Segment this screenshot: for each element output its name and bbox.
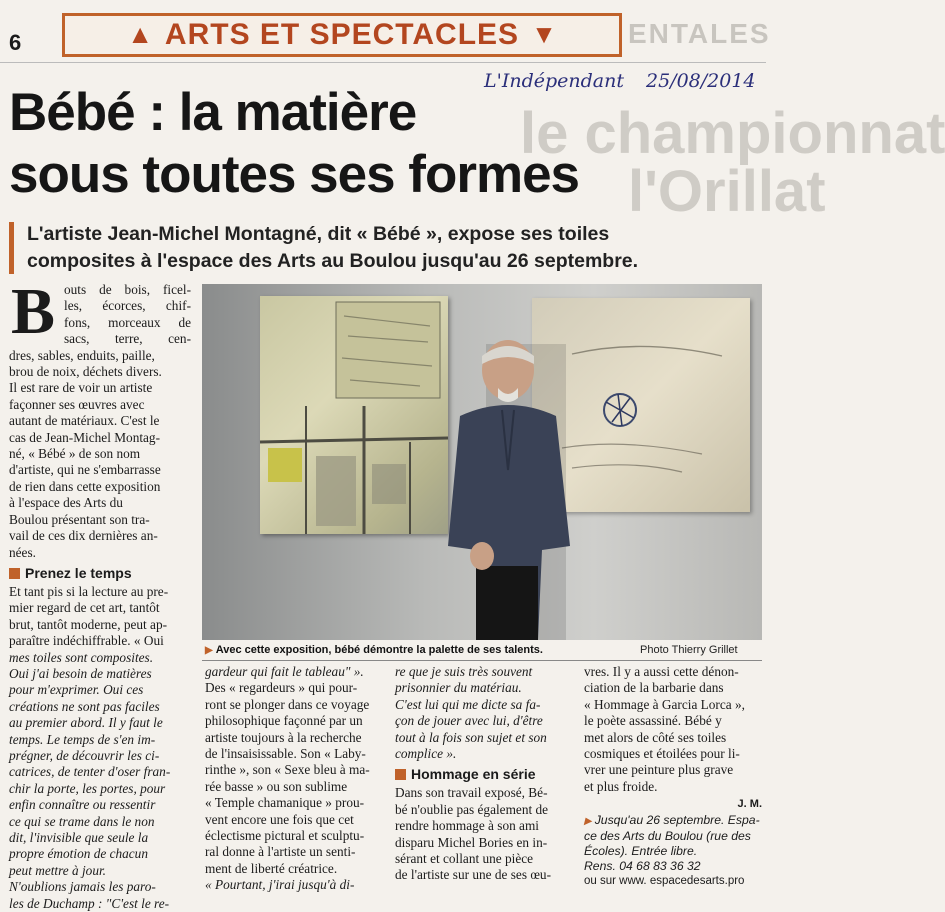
text-line: artiste toujours à la recherche <box>205 729 362 745</box>
article-column-4 <box>584 664 762 889</box>
subhead <box>395 766 572 782</box>
subtitle-line: L'artiste Jean-Michel Montagné, dit « Bébé », expose ses toiles <box>27 223 610 245</box>
text-line: de rien dans cette exposition <box>9 478 161 494</box>
subtitle-line: composites à l'espace des Arts au Boulou jusqu'au 26 septembre. <box>27 250 639 272</box>
article-column-2 <box>205 664 381 894</box>
text-line: Des « regardeurs » qui pour- <box>205 680 358 696</box>
text-line: cas de Jean-Michel Montag- <box>9 429 161 445</box>
info-triangle-icon: ▶ <box>584 816 592 828</box>
text-line: vrer une peinture plus grave <box>584 762 734 778</box>
text-line: de l'artiste sur une de ses œu- <box>395 867 552 883</box>
text-line: sérant et collant une pièce <box>395 851 534 867</box>
text-line: bé n'oublie pas également de <box>395 801 549 817</box>
quote-line: chir la porte, les portes, pour <box>9 780 166 796</box>
headline <box>9 82 709 206</box>
quote-line: « Pourtant, j'irai jusqu'à di- <box>205 877 355 893</box>
info-line: Rens. 04 68 83 36 32 <box>584 859 701 874</box>
subtitle-accent-bar <box>9 222 14 274</box>
subhead-text: Prenez le temps <box>25 564 132 581</box>
text-line: paraître indéchiffrable. « Oui <box>9 633 164 649</box>
triangle-down-icon: ▼ <box>531 20 557 49</box>
quote-line: re que je suis très souvent <box>395 664 533 679</box>
text-line: philosophique façonné par un <box>205 713 363 729</box>
quote-line: temps. Le temps de s'en im- <box>9 731 156 747</box>
header-divider <box>0 62 766 63</box>
caption-triangle-icon: ▶ <box>205 645 213 656</box>
page-number: 6 <box>9 30 22 55</box>
info-line <box>584 813 762 829</box>
triangle-up-icon: ▲ <box>127 20 153 49</box>
painting-left <box>260 296 448 534</box>
handwritten-date: 25/08/2014 <box>646 70 756 92</box>
text-line: à l'espace des Arts du <box>9 495 123 511</box>
drop-cap: B <box>11 275 56 348</box>
text-line: Dans son travail exposé, Bé- <box>395 785 548 801</box>
article-column-1 <box>9 282 191 912</box>
website-link[interactable]: ou sur www. espacedesarts.pro <box>584 875 745 888</box>
text-line: nées. <box>9 544 36 560</box>
text-line: met alors de côté ses toiles <box>584 729 727 745</box>
text-line: ciation de la barbarie dans <box>584 680 724 696</box>
headline-line: sous toutes ses formes <box>9 145 580 204</box>
author-signature: J. M. <box>737 798 762 811</box>
text-line: ront se plonger dans ce voyage <box>205 696 370 712</box>
quote-line: tout à la fois son sujet et son <box>395 729 547 745</box>
photo-credit: Photo Thierry Grillet <box>640 644 738 656</box>
info-line: ce des Arts du Boulou (rue des <box>584 829 751 844</box>
quote-line: N'oublions jamais les paro- <box>9 879 156 895</box>
handwritten-source: L'Indépendant <box>484 70 624 92</box>
text-line: vres. Il y a aussi cette dénon- <box>584 664 739 679</box>
section-rubric <box>62 13 622 57</box>
text-line: brou de noix, déchets divers. <box>9 364 162 380</box>
bleed-through-text: le championnat <box>520 101 945 166</box>
photo-caption <box>205 644 543 656</box>
text-line: disparu Michel Bories en in- <box>395 834 548 850</box>
headline-line: Bébé : la matière <box>9 83 417 142</box>
subhead-text: Hommage en série <box>411 766 536 783</box>
quote-line: mes toiles sont composites. <box>9 649 154 665</box>
text-line: vail de ces dix dernières an- <box>9 528 158 544</box>
text-line: ment de liberté créatrice. <box>205 860 338 876</box>
quote-line: C'est lui qui me dicte sa fa- <box>395 696 541 712</box>
text-line: autant de matériaux. C'est le <box>9 413 160 429</box>
text-line: ral donne à l'artiste un senti- <box>205 844 356 860</box>
text-line: « Temple chamanique » prou- <box>205 795 365 811</box>
article-photo <box>202 284 762 640</box>
quote-line: enfin connaître ou ressentir <box>9 797 156 813</box>
text-line: dres, sables, enduits, paille, <box>9 347 155 363</box>
text-line: d'artiste, qui ne s'embarrasse <box>9 462 161 478</box>
bleed-through-text: l'Orillat <box>628 159 826 224</box>
text-line: les, écorces, chif- <box>64 298 191 314</box>
text-line: façonner ses œuvres avec <box>9 396 145 412</box>
text-line: « Hommage à Garcia Lorca », <box>584 696 745 712</box>
adjacent-rubric-fragment: ENTALES <box>628 18 771 49</box>
rubric-title: ARTS ET SPECTACLES <box>164 18 520 51</box>
text-line: rée basse » ou son sublime <box>205 778 348 794</box>
quote-line: catrices, de tenter d'oser fran- <box>9 764 171 780</box>
text-line: Il est rare de voir un artiste <box>9 380 153 396</box>
quote-line: gardeur qui fait le tableau" ». <box>205 664 364 679</box>
text-line: mier regard de cet art, tantôt <box>9 600 160 616</box>
text-line: brut, tantôt moderne, peut ap- <box>9 616 168 632</box>
text-line: de l'insaisissable. Son « Laby- <box>205 746 366 762</box>
text-line: outs de bois, ficel- <box>64 282 191 297</box>
quote-line: dit, l'invisible que seule la <box>9 830 149 845</box>
text-line: le poète assassiné. Bébé y <box>584 713 722 729</box>
quote-line: prégner, de découvrir les ci- <box>9 747 160 763</box>
text-line: Et tant pis si la lecture au pre- <box>9 583 169 599</box>
text-line: rendre hommage à son ami <box>395 818 539 834</box>
text-line: Boulou présentant son tra- <box>9 511 150 527</box>
text-line: éclectisme pictural et sculptu- <box>205 828 365 844</box>
artist-figure <box>442 340 582 640</box>
square-bullet-icon <box>395 769 406 780</box>
text-line: et plus froide. <box>584 778 658 794</box>
square-bullet-icon <box>9 568 20 579</box>
quote-line: créations ne sont pas faciles <box>9 698 160 714</box>
quote-line: peut mettre à jour. <box>9 862 107 878</box>
quote-line: propre émotion de chacun <box>9 846 148 862</box>
quote-line: Oui j'ai besoin de matières <box>9 665 152 681</box>
text-line: fons, morceaux de <box>64 314 191 330</box>
text-line: vent encore une fois que cet <box>205 811 354 827</box>
practical-info <box>584 813 762 889</box>
quote-line: pour m'exprimer. Oui ces <box>9 682 144 698</box>
info-line: Écoles). Entrée libre. <box>584 844 698 859</box>
text-line: rinthe », son « Sexe bleu à ma- <box>205 762 370 778</box>
caption-divider <box>202 660 762 661</box>
info-text: Jusqu'au 26 septembre. Espa- <box>594 813 760 828</box>
quote-line: complice ». <box>395 746 457 762</box>
text-line: cosmiques et étoilées pour li- <box>584 746 740 762</box>
quote-line: au premier abord. Il y faut le <box>9 715 163 731</box>
quote-line: ce qui se trame dans le non <box>9 813 155 829</box>
quote-line: prisonnier du matériau. <box>395 680 522 696</box>
quote-line: çon de jouer avec lui, d'être <box>395 713 543 729</box>
text-line: sacs, terre, cen- <box>64 331 191 347</box>
subhead <box>9 565 191 581</box>
quote-line: les de Duchamp : "C'est le re- <box>9 895 170 911</box>
caption-text: Avec cette exposition, bébé démontre la palette de ses talents. <box>215 644 543 656</box>
article-column-3 <box>395 664 572 884</box>
text-line: né, « Bébé » de son nom <box>9 446 141 462</box>
subtitle <box>27 221 757 275</box>
